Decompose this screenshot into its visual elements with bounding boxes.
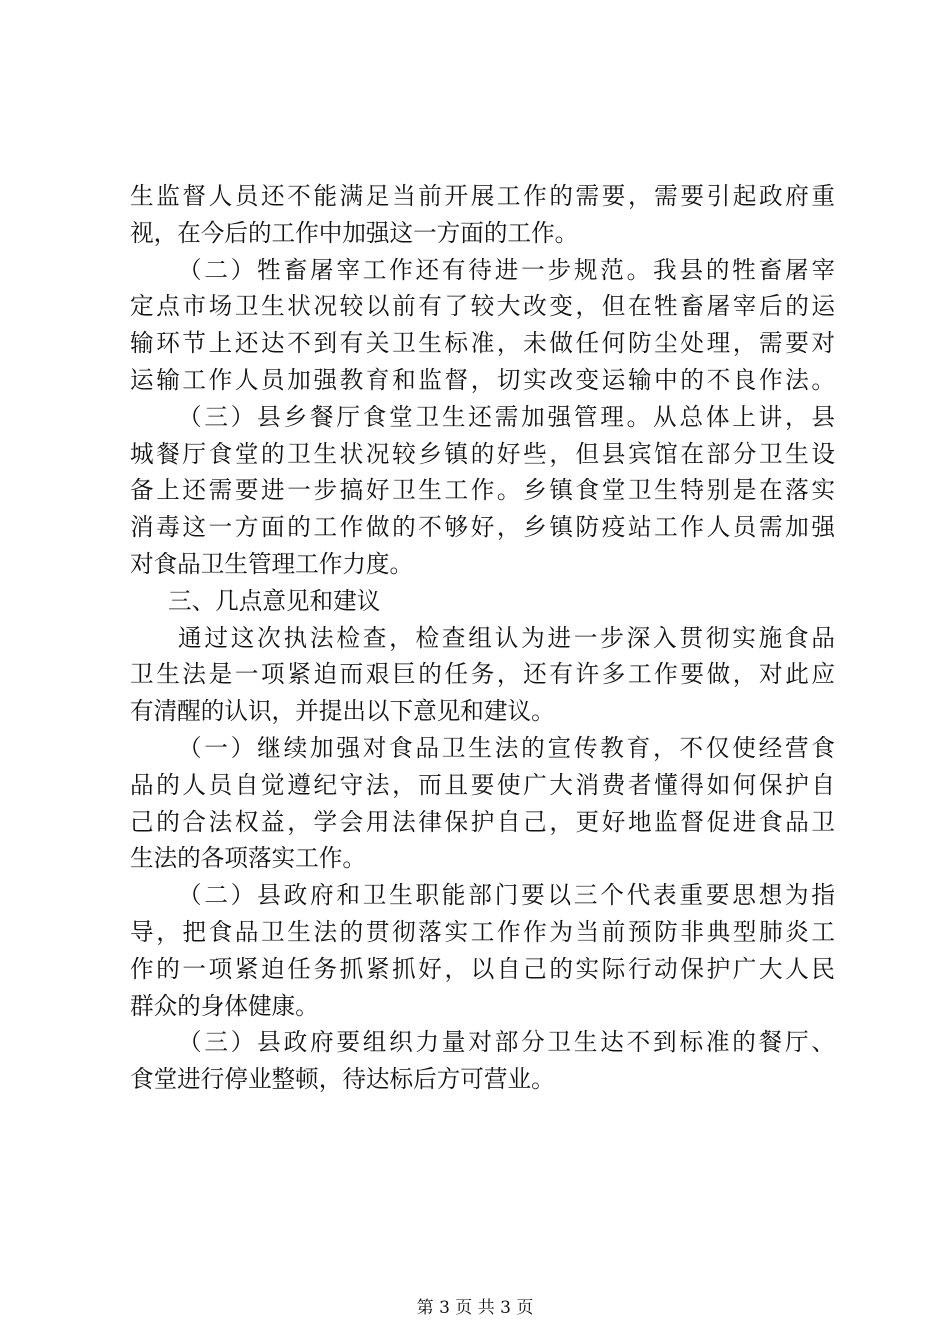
text-line: 有清醒的认识，并提出以下意见和建议。 <box>130 697 555 726</box>
text-line: 生监督人员还不能满足当前开展工作的需要，需要引起政府重 <box>130 182 835 210</box>
text-line: 品的人员自觉遵纪守法，而且要使广大消费者懂得如何保护自 <box>130 770 835 799</box>
text-line: 输环节上还达不到有关卫生标准，未做任何防尘处理，需要对 <box>130 329 835 358</box>
text-line: 生法的各项落实工作。 <box>130 844 366 873</box>
text-line: 消毒这一方面的工作做的不够好，乡镇防疫站工作人员需加强 <box>130 513 835 542</box>
text-line: （一）继续加强对食品卫生法的宣传教育，不仅使经营食 <box>178 733 835 762</box>
text-line: 卫生法是一项紧迫而艰巨的任务，还有许多工作要做，对此应 <box>130 660 835 689</box>
text-line: 定点市场卫生状况较以前有了较大改变，但在牲畜屠宰后的运 <box>130 292 835 321</box>
text-line: 备上还需要进一步搞好卫生工作。乡镇食堂卫生特别是在落实 <box>130 476 835 505</box>
text-line: （二）牲畜屠宰工作还有待进一步规范。我县的牲畜屠宰 <box>178 255 835 284</box>
text-line: （三）县乡餐厅食堂卫生还需加强管理。从总体上讲，县 <box>178 402 835 431</box>
text-line: 通过这次执法检查，检查组认为进一步深入贯彻实施食品 <box>178 623 835 652</box>
text-line: 己的合法权益，学会用法律保护自己，更好地监督促进食品卫 <box>130 807 835 836</box>
text-line: 群众的身体健康。 <box>130 991 319 1020</box>
text-line: 对食品卫生管理工作力度。 <box>130 549 414 578</box>
section-heading: 三、几点意见和建议 <box>168 586 381 615</box>
text-line: 视，在今后的工作中加强这一方面的工作。 <box>130 218 579 247</box>
text-line: 城餐厅食堂的卫生状况较乡镇的好些，但县宾馆在部分卫生设 <box>130 439 835 468</box>
text-line: 运输工作人员加强教育和监督，切实改变运输中的不良作法。 <box>130 365 835 394</box>
text-line: （二）县政府和卫生职能部门要以三个代表重要思想为指 <box>178 881 835 910</box>
text-line: 作的一项紧迫任务抓紧抓好，以自己的实际行动保护广大人民 <box>130 954 835 983</box>
text-line: （三）县政府要组织力量对部分卫生达不到标准的餐厅、 <box>178 1028 835 1057</box>
text-line: 导，把食品卫生法的贯彻落实工作作为当前预防非典型肺炎工 <box>130 917 835 946</box>
document-body <box>130 178 835 1098</box>
page-number-footer: 第 3 页 共 3 页 <box>416 1298 534 1318</box>
text-line: 食堂进行停业整顿，待达标后方可营业。 <box>130 1065 555 1094</box>
